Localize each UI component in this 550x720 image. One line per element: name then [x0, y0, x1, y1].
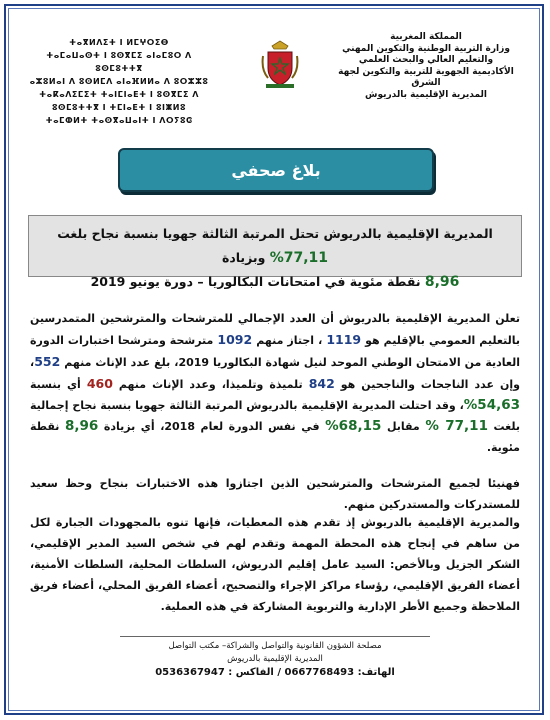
headline-points: 8,96: [424, 274, 460, 290]
paragraph-congratulations: فهنيئا لجميع المترشحات والمترشحين الذين اجتازوا هذه الاختبارات بنجاح وحظ سعيد للمستدركات والمستدركين منهم.: [30, 477, 520, 511]
press-release-title: بلاغ صحفي: [231, 160, 321, 180]
arabic-line: المملكة المغربية: [390, 32, 462, 42]
passed-total: 842: [308, 376, 335, 391]
paragraph-acknowledgements: والمديرية الإقليمية بالدريوش إذ تقدم هذه المعطيات، فإنها تنوه بالمجهودات الجبارة لكل من ساهم في إنجاح هذه المحطة المهمة وتقدم لهم في شخص السيد المدير الإقليمي، الشكر الجزيل وبالأخص: السيد عامل إقليم الدريوش، السلطات المحلية، السلطات الأمنية، أعضاء الفريق الإقليمي، رؤساء مراكز الإجراء والتصحيح، أعضاء الفريق المحلي، أعضاء فريق الملاحظة وجميع الأطر الإدارية والتربوية المشاركة في هذه العملية.: [30, 516, 520, 613]
phone-number: 0667768493: [284, 667, 355, 678]
arabic-line: الأكاديمية الجهوية للتربية والتكوين لجهة الشرق: [338, 66, 514, 88]
letterhead-arabic: [336, 32, 516, 101]
footer-directorate: المديرية الإقليمية بالدريوش: [227, 654, 323, 664]
headline-percentage: 77,11%: [269, 250, 329, 266]
footer-contact: الهاتف: 0667768493 / الفاكس : 0536367947: [155, 667, 395, 678]
tifinagh-line: ⴰⵣⵓⵍⴰⵏ ⴷ ⵓⵙⵍⵎⴷ ⴰⵏⴰⴼⵍⵍⴰ ⴷ ⵓⵔⵣⵣⵓ: [29, 77, 209, 86]
tifinagh-line: ⵜⴰⵎⴰⵡⴰⵙⵜ ⵏ ⵓⵙⴳⵎⵉ ⴰⵏⴰⵎⵓⵔ ⴷ ⵓⵙⵎⵓⵜⵜⴳ: [46, 51, 192, 73]
female-rate: 54,63%: [463, 397, 520, 413]
tifinagh-line: ⵜⴰⴽⴰⴷⵉⵎⵉⵜ ⵜⴰⵏⵎⵏⴰⴹⵜ ⵏ ⵓⵙⴳⵎⵉ ⴷ ⵓⵙⵎⵓⵜⵜⴳ ⵏ ⵜⵎⵏⴰⴹⵜ ⵏ ⵓⵏⵥⵍⵓ: [39, 90, 199, 112]
arabic-line: وزارة التربية الوطنية والتكوين المهني: [342, 43, 510, 54]
female-candidates: 552: [34, 354, 61, 369]
fax-number: 0536367947: [155, 667, 225, 678]
pass-rate-2018: 68,15%: [325, 418, 382, 434]
footer: [120, 640, 430, 679]
tifinagh-line: ⵜⴰⵎⵀⵍⵜ ⵜⴰⵙⴳⴰⵡⴰⵏⵜ ⵏ ⴷⵔⵢⵓⵛ: [45, 116, 193, 125]
letterhead-tifinagh: [24, 36, 214, 127]
press-release-title-box: [118, 148, 434, 192]
headline-line-2: 8,96 نقطة مئوية في امتحانات البكالوريا – دورة يونيو 2019: [90, 274, 460, 290]
candidates-total: 1119: [326, 332, 362, 347]
tifinagh-line: ⵜⴰⴳⵍⴷⵉⵜ ⵏ ⵍⵎⵖⵔⵉⴱ: [69, 38, 169, 47]
footer-office: مصلحة الشؤون القانونية والتواصل والشراكة– مكتب التواصل: [168, 641, 382, 651]
passed-female: 460: [86, 376, 113, 391]
candidates-sat: 1092: [217, 332, 253, 347]
moroccan-coat-of-arms-icon: [260, 40, 300, 90]
pass-rate-2019: 77,11 %: [425, 418, 488, 434]
headline-box: [28, 215, 522, 290]
footer-divider: [120, 636, 430, 637]
arabic-line: المديرية الإقليمية بالدريوش: [365, 89, 487, 100]
arabic-line: والتعليم العالي والبحث العلمي: [358, 55, 494, 65]
letterhead: [14, 14, 536, 126]
points-increase: 8,96: [65, 418, 99, 434]
headline-line-1: المديرية الإقليمية بالدريوش تحتل المرتبة الثالثة جهويا بنسبة نجاح بلغت 77,11% وبزيادة: [57, 226, 493, 266]
paragraph-results: تعلن المديرية الإقليمية بالدريوش أن العدد الإجمالي للمترشحات والمترشحين المتمدرسين بالتعليم العمومي بالإقليم هو 1119 ، اجتاز منهم 1092 مترشحة ومترشحا اختبارات الدورة العادية من الامتحان الوطني الموحد لنيل شهادة البكالوريا 2019، بلغ عدد الإناث منهم 552، وإن عدد الناجحات والناجحين هو 842 تلميذة وتلميذا، وعدد الإناث منهم 460 أي بنسبة 54,63%، وقد احتلت المديرية الإقليمية بالدريوش المرتبة الثالثة جهويا بنسبة نجاح إجمالية بلغت 77,11 % مقابل 68,15% في نفس الدورة لعام 2018، أي بزيادة 8,96 نقطة مئوية.: [30, 312, 521, 454]
